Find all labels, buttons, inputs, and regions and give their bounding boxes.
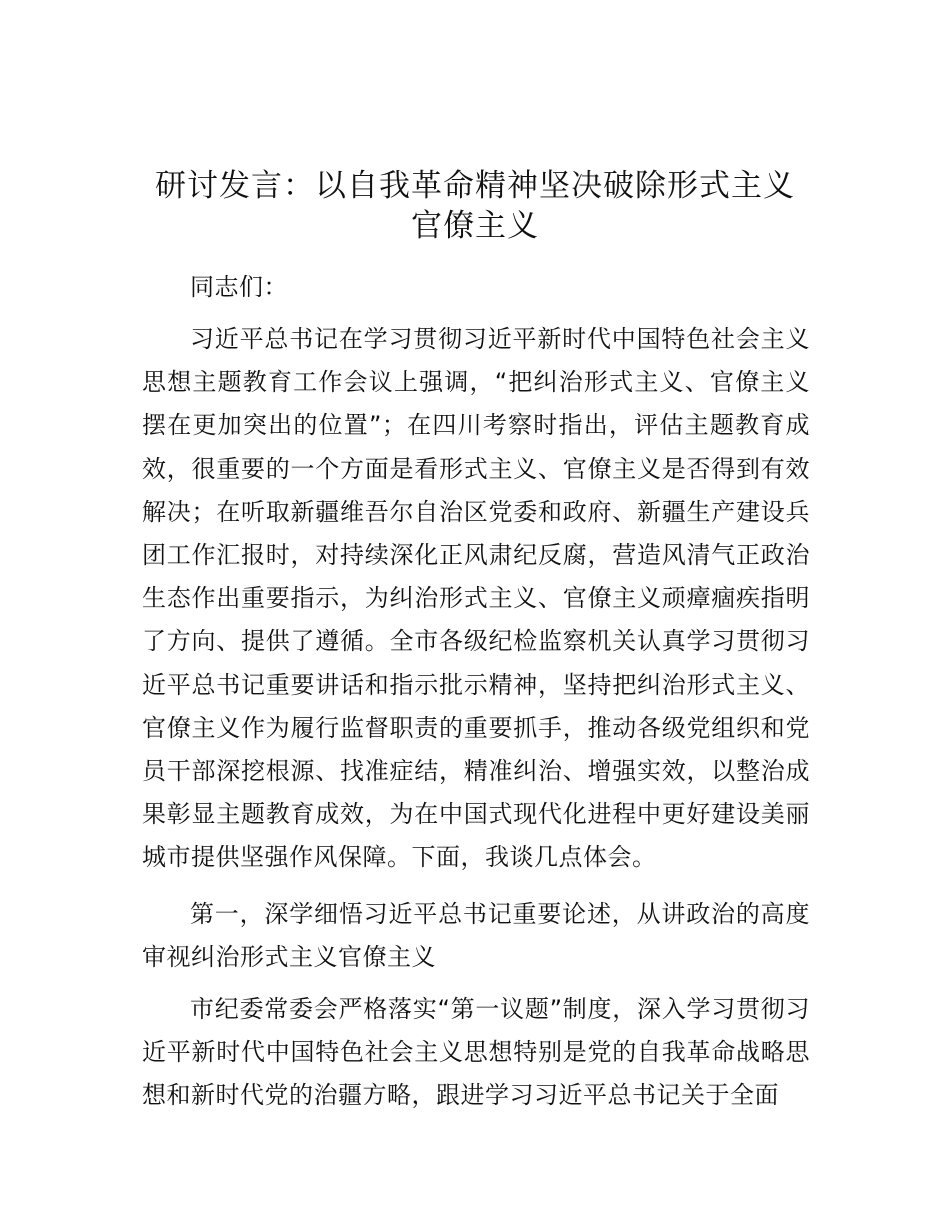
paragraph-intro: 习近平总书记在学习贯彻习近平新时代中国特色社会主义思想主题教育工作会议上强调，“把纠治形式主义、官僚主义摆在更加突出的位置”；在四川考察时指出，评估主题教育成效，很重要的一个方面是看形式主义、官僚主义是否得到有效解决；在听取新疆维吾尔自治区党委和政府、新疆生产建设兵团工作汇报时，对持续深化正风肃纪反腐，营造风清气正政治生态作出重要指示，为纠治形式主义、官僚主义顽瘴痼疾指明了方向、提供了遵循。全市各级纪检监察机关认真学习贯彻习近平总书记重要讲话和指示批示精神，坚持把纠治形式主义、官僚主义作为履行监督职责的重要抓手，推动各级党组织和党员干部深挖根源、找准症结，精准纠治、增强实效，以整治成果彰显主题教育成效，为在中国式现代化进程中更好建设美丽城市提供坚强作风保障。下面，我谈几点体会。 (142, 325, 810, 872)
document-title: 研讨发言：以自我革命精神坚决破除形式主义官僚主义 (155, 168, 795, 244)
section-heading-first: 第一，深学细悟习近平总书记重要论述，从讲政治的高度审视纠治形式主义官僚主义 (142, 900, 810, 972)
paragraph-section-first: 市纪委常委会严格落实“第一议题”制度，深入学习贯彻习近平新时代中国特色社会主义思想特别是党的自我革命战略思想和新时代党的治疆方略，跟进学习习近平总书记关于全面 (142, 995, 810, 1110)
greeting: 同志们： (190, 273, 288, 301)
